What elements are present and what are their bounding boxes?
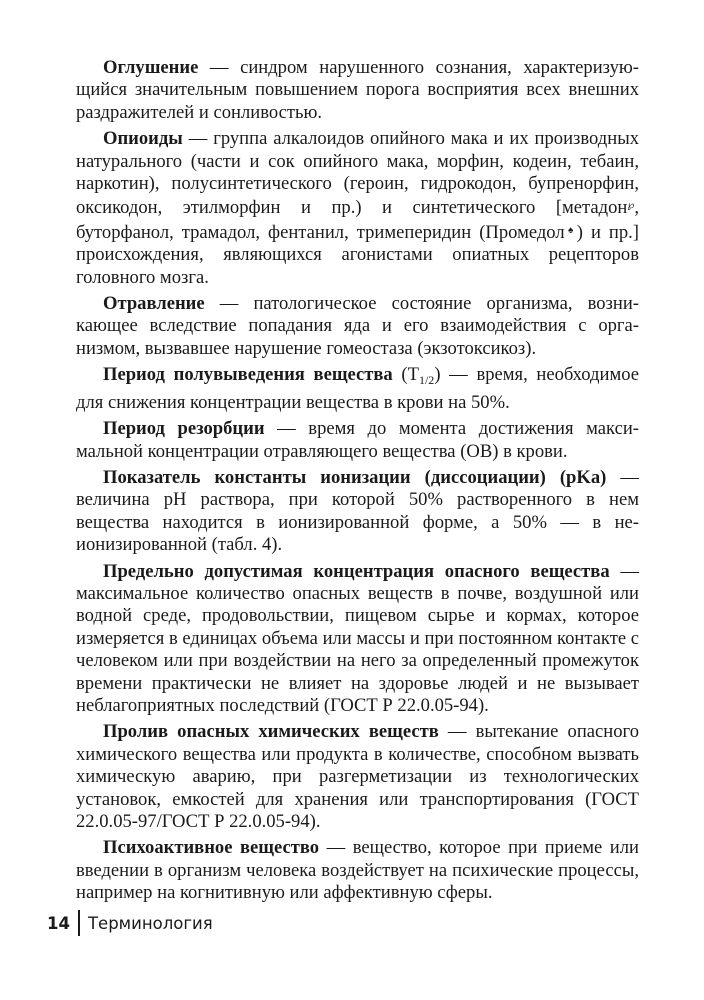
definition: — патологическое состояние организма, возникающее вследствие попадания яда и его взаимодействия с организмом, вызвавшее нарушение гомеостаза (экзотоксикоз).	[76, 293, 639, 359]
page-number: 14	[47, 913, 70, 933]
subscript: 1/2	[418, 373, 435, 388]
term: Период полувыведения вещества	[103, 364, 393, 386]
definition: — синдром нарушенного сознания, характеризующийся значительным повышением порога восприятия всех внешних раздражителей и сонливостью.	[76, 57, 639, 123]
definition: — время до момента достижения максимальной концентрации отравляющего вещества (ОВ) в крови.	[76, 418, 639, 462]
term: Период резорбции	[103, 418, 265, 440]
body-text	[76, 57, 639, 909]
entry-otravlenie	[76, 293, 639, 360]
term: Пролив опасных химических веществ	[103, 721, 439, 743]
footer-divider	[78, 910, 80, 936]
entry-opioidy	[76, 128, 639, 289]
entry-period-rezorbcii	[76, 418, 639, 463]
trademark-mark: ♠	[564, 224, 577, 236]
term: Предельно допустимая концентрация опасного вещества	[103, 560, 610, 582]
entry-psihoaktivnoe	[76, 837, 639, 904]
term: Психоактивное вещество	[103, 837, 320, 859]
section-title: Терминология	[87, 913, 213, 933]
definition: (T	[392, 364, 419, 386]
entry-pdk	[76, 561, 639, 718]
definition: — вытекание опасного химического вещества или продукта в количестве, способном вызвать химическую аварию, при разгерметизации из технологических установок, емкостей для хранения или транспортирования (ГОСТ 22.0.05-97/ГОСТ Р 22.0.05-94).	[76, 721, 639, 832]
entry-period-poluvyvedeniya	[76, 364, 639, 414]
running-footer	[47, 910, 213, 936]
term: Отравление	[103, 293, 205, 315]
definition-cont: ) — время, необходимое для снижения концентрации вещества в крови на 50%.	[76, 364, 639, 413]
term: Оглушение	[103, 57, 199, 78]
entry-proliv	[76, 721, 639, 833]
entry-pka	[76, 467, 639, 557]
term: Показатель константы ионизации (диссоциации) (pKa)	[103, 466, 607, 488]
term: Опиоиды	[103, 128, 183, 150]
definition: — максимальное количество опасных веществ в почве, воздушной или водной среде, продовольствии, пищевом сырье и кормах, которое измеряется в единицах объема или массы и при постоянном контакте с человеком или при воздействии на него за определенный промежуток времени практически не влияет на здоровье людей и не вызывает неблагоприятных последствий (ГОСТ Р 22.0.05-94).	[76, 560, 639, 716]
trademark-mark: ℘	[627, 200, 635, 212]
definition-cont: , буторфанол, трамадол, фентанил, тримеперидин (Промедол	[76, 197, 639, 243]
definition: — вещество, которое при приеме или введении в организм человека воздействует на психические процессы, например на когнитивную или аффективную сферы.	[76, 837, 639, 904]
entry-oglushenie	[76, 57, 639, 124]
definition: — группа алкалоидов опийного мака и их производных натурального (части и сок опийного мака, морфин, кодеин, тебаин, наркотин), полусинтетического (героин, гидрокодон, бупренорфин, оксикодон, этилморфин и пр.) и синтетического [метадон	[76, 128, 639, 219]
definition: — величина pH раствора, при которой 50% растворенного в нем вещества находится в ионизированной форме, а 50% — в неионизированной (табл. 4).	[76, 466, 639, 556]
definition-cont: ) и пр.] происхождения, являющихся агонистами опиатных рецепторов головного мозга.	[76, 221, 640, 288]
